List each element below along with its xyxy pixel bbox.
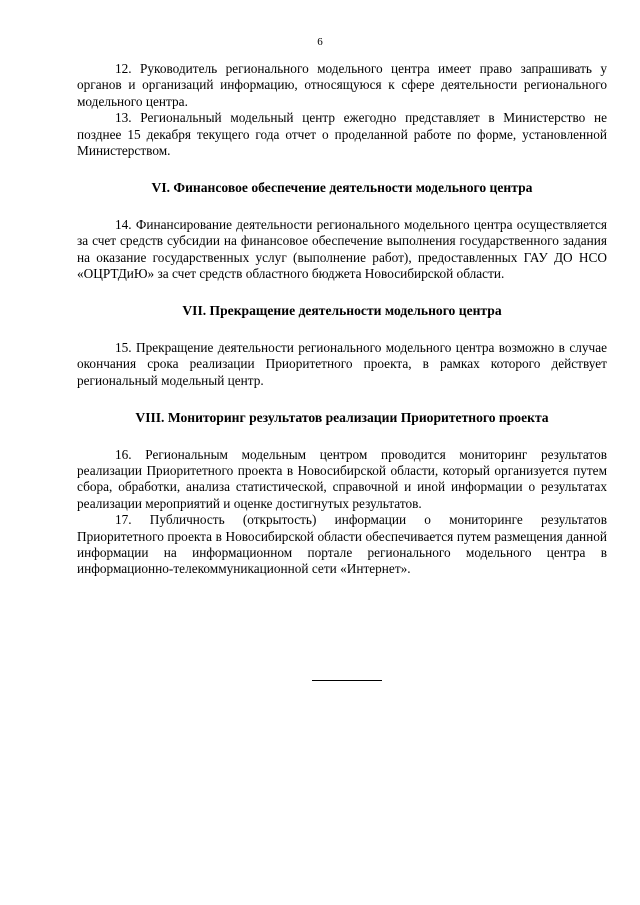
- spacer: [77, 320, 607, 340]
- end-of-document-line: [312, 680, 382, 681]
- paragraph-15: 15. Прекращение деятельности регионального модельного центра возможно в случае окончания срока реализации Приоритетного проекта, в рамках которого действует региональный модельный центр.: [77, 339, 607, 388]
- document-body: [77, 61, 607, 578]
- paragraph-16: 16. Региональным модельным центром проводится мониторинг результатов реализации Приоритетного проекта в Новосибирской области, который организуется путем сбора, обработки, анализа статистической, справочной и иной информации о результатах реализации мероприятий и оценке достигнутых результатов.: [77, 446, 607, 511]
- section-heading-vi: VI. Финансовое обеспечение деятельности модельного центра: [151, 180, 533, 196]
- paragraph-17: 17. Публичность (открытость) информации о мониторинге результатов Приоритетного проекта в Новосибирской области обеспечивается путем размещения данной информации на информационном портале регионального модельного центра в информационно-телекоммуникационной сети «Интернет».: [77, 512, 607, 577]
- page-number: 6: [317, 36, 323, 48]
- paragraph-14: 14. Финансирование деятельности регионального модельного центра осуществляется за счет средств субсидии на финансовое обеспечение выполнения государственного задания на оказание государственных услуг (выполнение работ), предоставленных ГАУ ДО НСО «ОЦРТДиЮ» за счет средств областного бюджета Новосибирской области.: [77, 216, 607, 282]
- paragraph-12: 12. Руководитель регионального модельного центра имеет право запрашивать у органов и организаций информацию, относящуюся к сфере деятельности регионального модельного центра.: [77, 61, 607, 109]
- spacer: [77, 197, 607, 217]
- section-heading-viii: VIII. Мониторинг результатов реализации Приоритетного проекта: [135, 410, 549, 426]
- spacer: [77, 427, 607, 447]
- section-heading-vii: VII. Прекращение деятельности модельного центра: [182, 303, 502, 319]
- spacer: [77, 282, 607, 303]
- paragraph-13: 13. Региональный модельный центр ежегодно представляет в Министерство не позднее 15 декабря текущего года отчет о проделанной работе по форме, установленной Министерством.: [77, 110, 607, 159]
- spacer: [77, 159, 607, 180]
- spacer: [77, 389, 607, 410]
